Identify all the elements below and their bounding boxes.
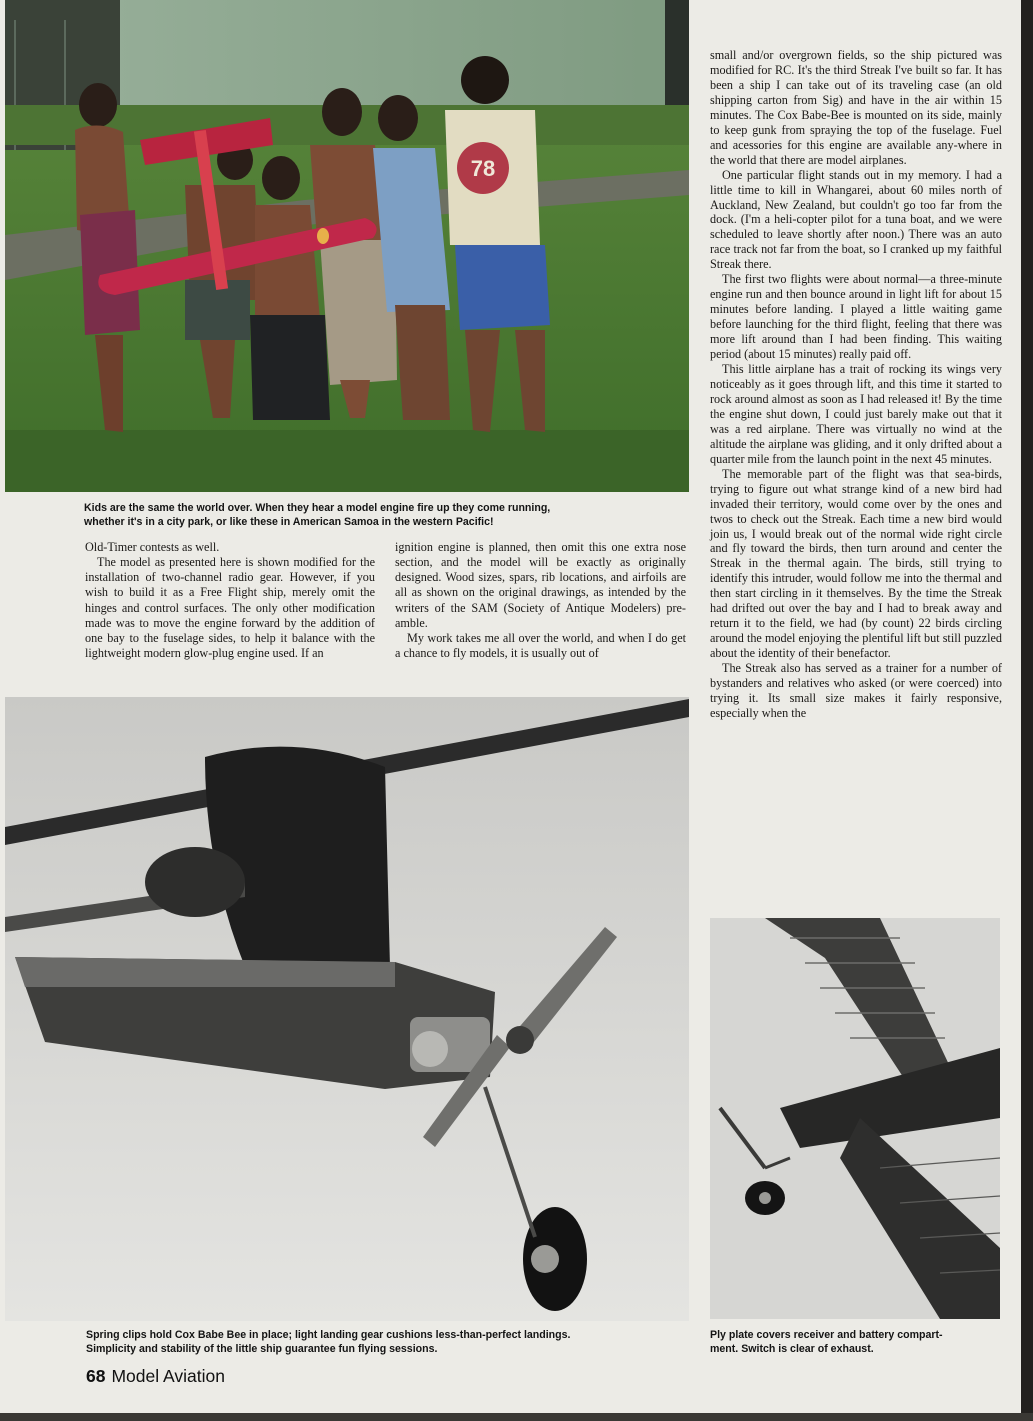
paragraph: The Streak also has served as a trainer for a number of bystanders and relatives who asked (or were coerced) into trying it. Its small size makes it fairly responsive, especially when the bbox=[710, 661, 1002, 720]
page-edge-bottom bbox=[0, 1413, 1033, 1421]
paragraph: This little airplane has a trait of rocking its wings very noticeably as it goes through lift, and this time it started to rock around almost as soon as I had released it! By the time the engine shut down, I could just barely make out that it was a red airplane. There was virtually no wind at the altitude the airplane was gliding, and it only drifted about a quarter mile from the launch point in the next 45 minutes. bbox=[710, 362, 1002, 466]
paragraph: My work takes me all over the world, and when I do get a chance to fly models, it is usually out of bbox=[395, 630, 686, 661]
publication-name: Model Aviation bbox=[111, 1366, 225, 1386]
paragraph: small and/or overgrown fields, so the ship pictured was modified for RC. It's the third Streak I've built so far. It has been a ship I can take out of its traveling case (an old shipping carton from Sig) and have in the air within 15 minutes. The Cox Babe-Bee is mounted on its side, mainly to keep gunk from spraying the top of the fuselage. Fuel and acessories for this engine are available any-where in the world that there are model airplanes. bbox=[710, 48, 1002, 167]
text-column-middle bbox=[395, 540, 686, 661]
page-footer bbox=[86, 1366, 225, 1387]
caption-line: Kids are the same the world over. When they hear a model engine fire up they come running, bbox=[84, 502, 551, 514]
underside-photo bbox=[710, 918, 1000, 1319]
jersey-number: 78 bbox=[470, 156, 496, 181]
paragraph: The model as presented here is shown modified for the installation of two-channel radio gear. However, if you wish to build it as a Free Flight ship, merely omit the hinges and control surfaces. The only other modification made was to move the engine forward by the addition of one bay to the fuselage sides, to help it balance with the lightweight modern glow-plug engine used. If an bbox=[85, 555, 375, 661]
caption-line: Simplicity and stability of the little ship guarantee fun flying sessions. bbox=[86, 1343, 438, 1355]
paragraph: ignition engine is planned, then omit this one extra nose section, and the model will be exactly as originally designed. Wood sizes, spars, rib locations, and airfoils are all as shown on the original drawings, as intended by the writers of the SAM (Society of Antique Modelers) pre-amble. bbox=[395, 540, 686, 630]
paragraph: Old-Timer contests as well. bbox=[85, 540, 220, 554]
engine-closeup-photo bbox=[5, 697, 689, 1321]
paragraph: One particular flight stands out in my memory. I had a little time to kill in Whangarei, about 60 miles north of Auckland, New Zealand, but couldn't go too far from the dock. (I'm a heli-copter pilot for a tuna boat, and we were scheduled to leave shortly after noon.) There was an auto race track not far from the boat, so I cranked up my faithful Streak there. bbox=[710, 167, 1002, 272]
kids-photo bbox=[5, 0, 689, 492]
page-edge-shadow bbox=[1021, 0, 1033, 1421]
caption-line: Spring clips hold Cox Babe Bee in place; light landing gear cushions less-than-perfect landings. bbox=[86, 1329, 571, 1341]
text-column-left bbox=[85, 540, 375, 661]
caption-underside-photo bbox=[710, 1328, 1010, 1356]
page-number: 68 bbox=[86, 1366, 106, 1386]
caption-line: whether it's in a city park, or like these in American Samoa in the western Pacific! bbox=[84, 516, 494, 528]
text-column-right bbox=[710, 48, 1002, 721]
paragraph: The memorable part of the flight was that sea-birds, trying to figure out what strange kind of a new bird had invaded their territory, would come over by the ones and twos to check out the Streak. Each time a new bird would join us, I would break out of the normal wide right circle and fly toward the birds, then turn around and center the Streak in the thermal again. The birds, still trying to identify this intruder, would follow me into the thermal and then start circling in it themselves. By the time the Streak had drifted out over the bay and I had to break away and return it to the field, we had (by count) 22 birds circling around the model enjoying the plentiful lift but still puzzled about the identity of their benefactor. bbox=[710, 466, 1002, 661]
caption-kids-photo bbox=[84, 501, 694, 529]
caption-engine-photo bbox=[86, 1328, 696, 1356]
paragraph: The first two flights were about normal—a three-minute engine run and then bounce around in light lift for about 15 minutes before landing. I played a little waiting game before launching for the third flight, feeling that there was more lift around than I had been finding. This waiting period (about 15 minutes) really paid off. bbox=[710, 272, 1002, 362]
caption-line: ment. Switch is clear of exhaust. bbox=[710, 1343, 874, 1355]
caption-line: Ply plate covers receiver and battery compart- bbox=[710, 1329, 943, 1341]
